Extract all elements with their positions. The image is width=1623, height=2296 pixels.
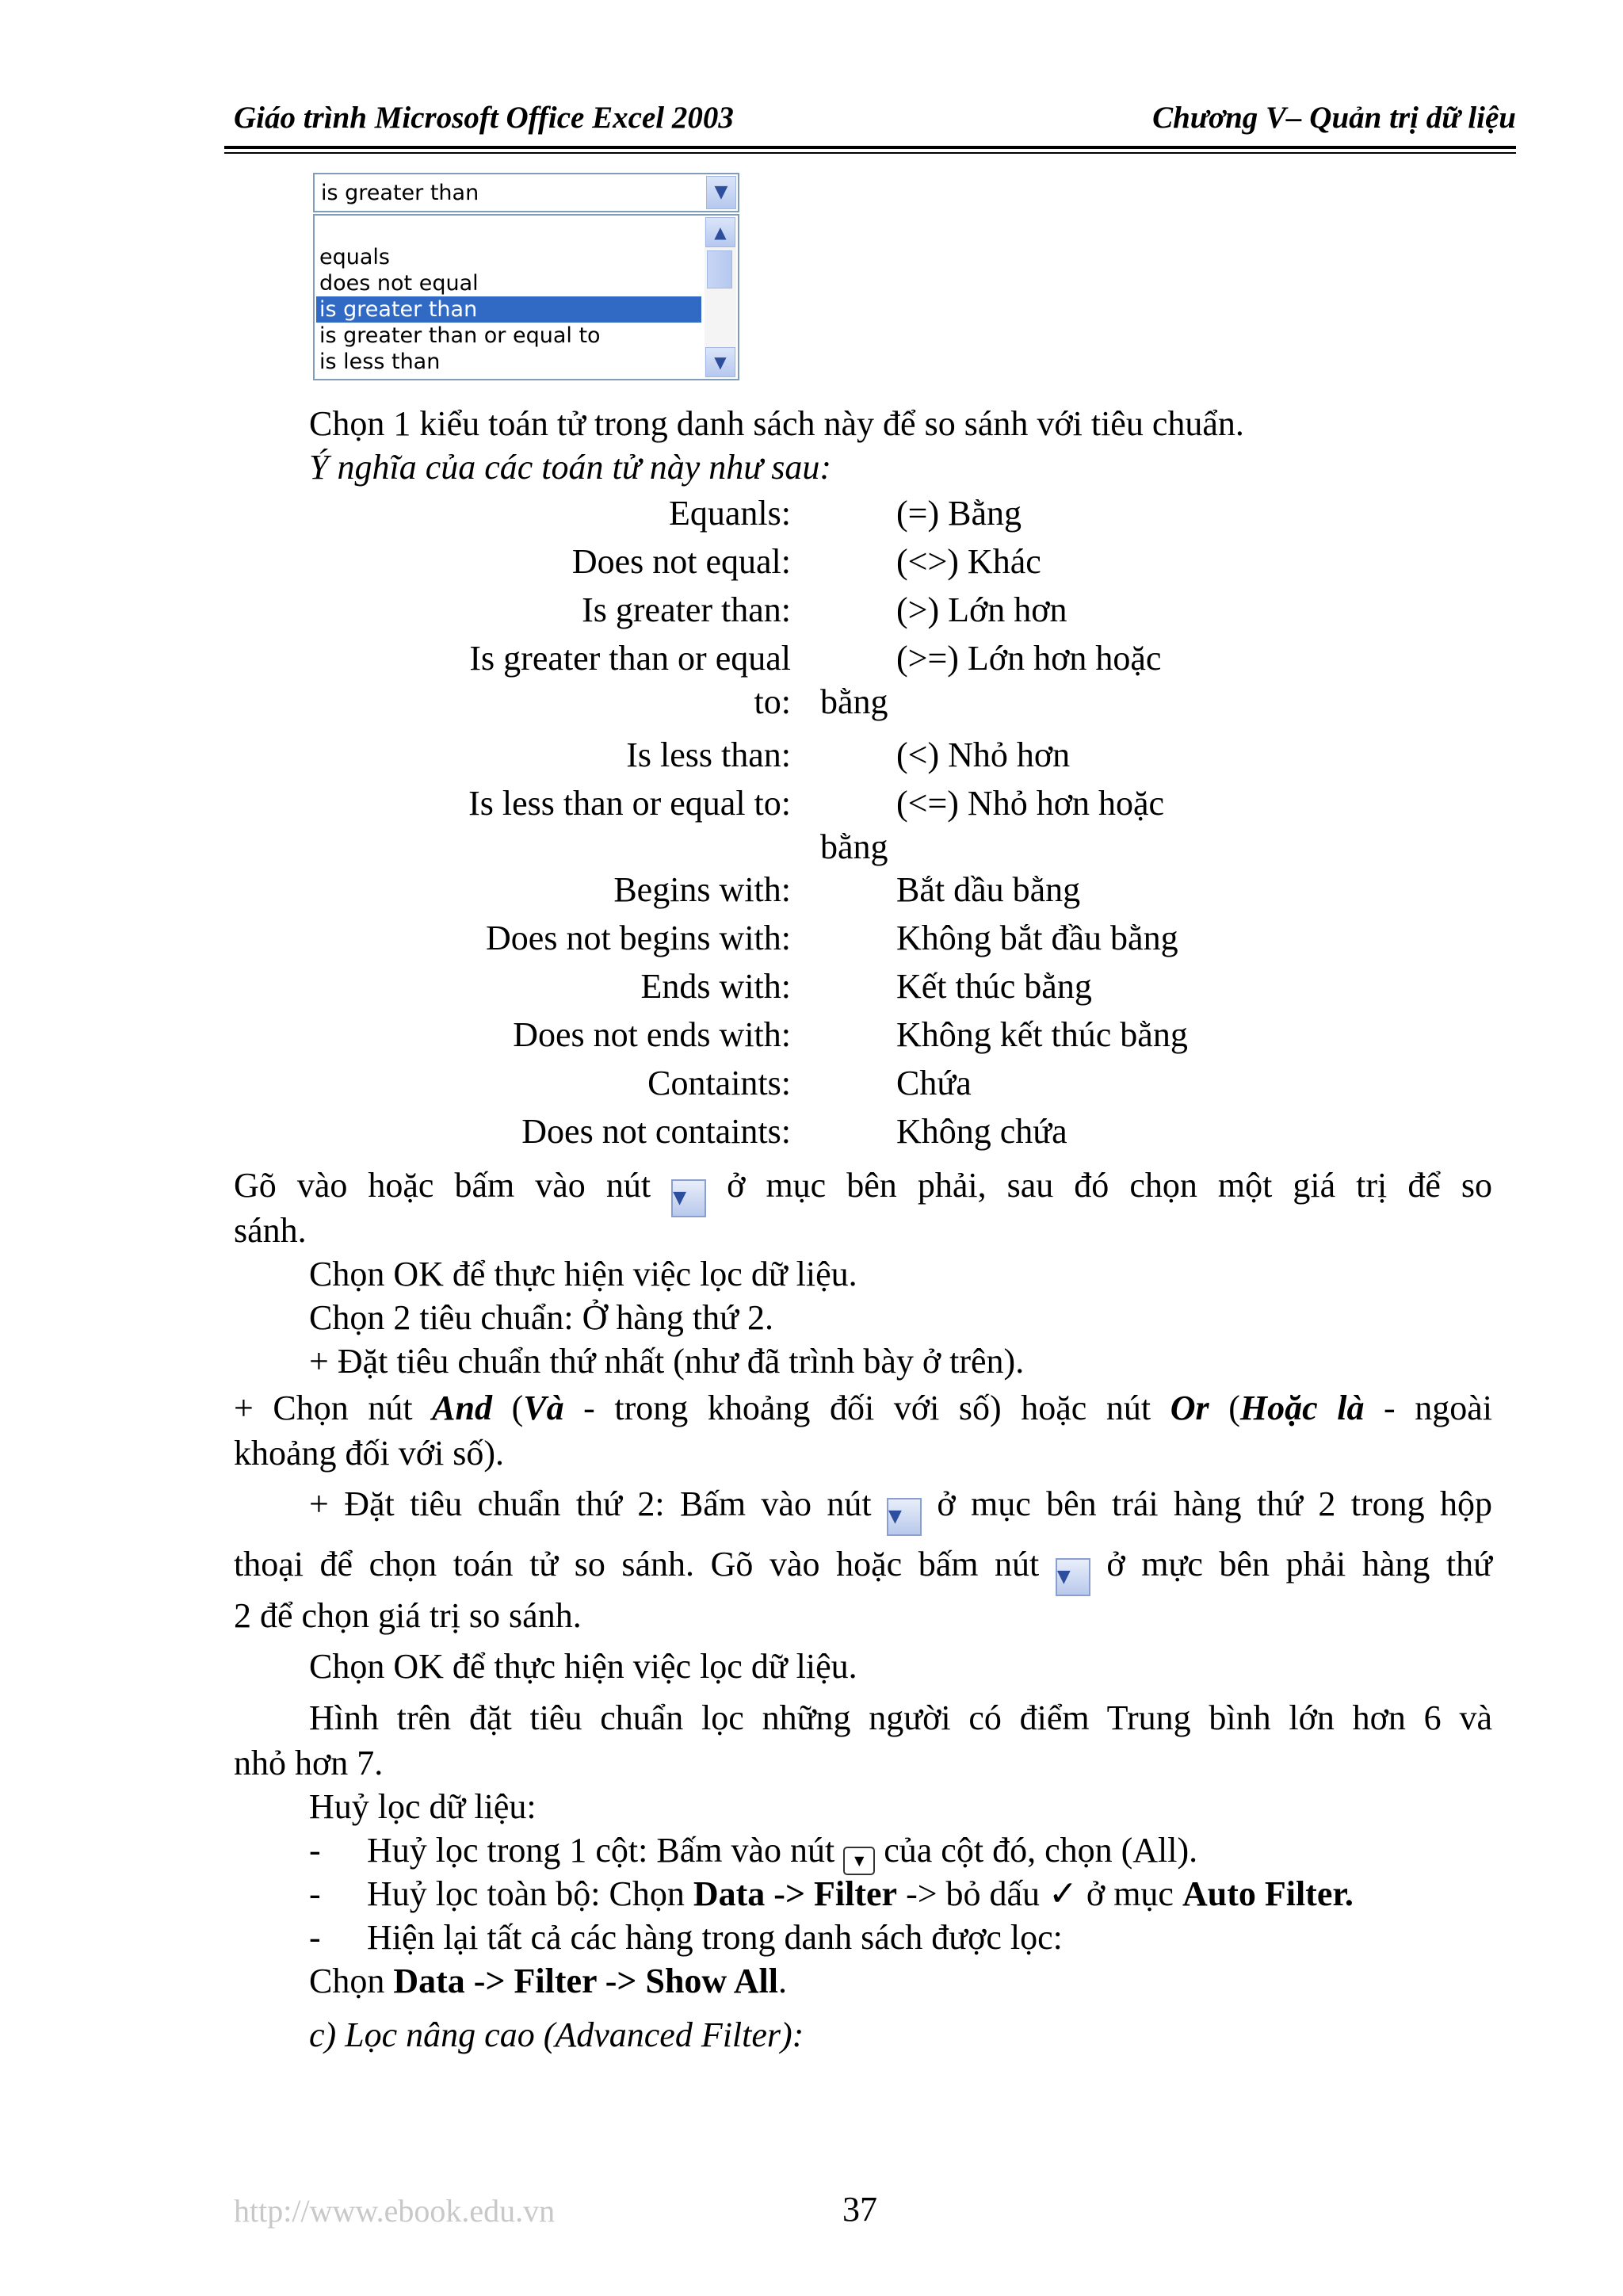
operator-listbox[interactable] (313, 214, 739, 380)
page-number: 37 (842, 2190, 877, 2229)
operator-label: Does not containts: (521, 1112, 791, 1151)
operator-option[interactable]: equals (319, 245, 390, 269)
bullet-item: Huỷ lọc toàn bộ: Chọn Data -> Filter -> bỏ dấu ✓ ở mục Auto Filter. (367, 1874, 1354, 1913)
operator-meaning: Không kết thúc bằng (896, 1015, 1188, 1054)
operator-label: Begins with: (613, 870, 791, 909)
operator-meaning: (<=) Nhỏ hơn hoặc (896, 784, 1165, 823)
operator-label: Is greater than: (582, 590, 791, 629)
scroll-down-icon[interactable]: ▼ (705, 347, 735, 377)
section-heading: c) Lọc nâng cao (Advanced Filter): (309, 2015, 804, 2054)
bullet-dash: - (309, 1874, 321, 1913)
operator-meaning: Chứa (896, 1064, 972, 1102)
paragraph: thoại để chọn toán tử so sánh. Gõ vào hoặc bấm nút ▼ ở mực bên phải hàng thứ (234, 1544, 1492, 1596)
operator-meaning: Kết thúc bằng (896, 967, 1092, 1006)
operator-option[interactable]: is less than (319, 350, 441, 374)
paragraph: Chọn OK để thực hiện việc lọc dữ liệu. (309, 1255, 857, 1293)
paragraph: Hình trên đặt tiêu chuẩn lọc những người có điểm Trung bình lớn hơn 6 và (309, 1698, 1492, 1737)
operator-meaning: (>=) Lớn hơn hoặc (896, 639, 1162, 678)
operator-label-continued: to: (754, 682, 791, 721)
operator-option[interactable]: is greater than or equal to (319, 323, 601, 348)
operator-label: Equanls: (669, 494, 791, 533)
intro-line: Chọn 1 kiểu toán tử trong danh sách này để so sánh với tiêu chuẩn. (309, 404, 1244, 443)
paragraph: Gõ vào hoặc bấm vào nút ▼ ở mục bên phải, sau đó chọn một giá trị để so (234, 1165, 1492, 1217)
operator-meaning: (>) Lớn hơn (896, 590, 1067, 629)
filter-dropdown-icon: ▼ (843, 1847, 875, 1875)
paragraph: + Đặt tiêu chuẩn thứ 2: Bấm vào nút ▼ ở mục bên trái hàng thứ 2 trong hộp (309, 1484, 1492, 1536)
operator-combo[interactable] (313, 173, 739, 212)
header-chapter: Chương V– Quản trị dữ liệu (1152, 101, 1516, 135)
header-rule (224, 146, 1516, 149)
paragraph: + Chọn nút And (Và - trong khoảng đối với số) hoặc nút Or (Hoặc là - ngoài (234, 1389, 1493, 1427)
footer-url: http://www.ebook.edu.vn (234, 2193, 556, 2229)
operator-label: Containts: (647, 1064, 791, 1102)
operator-meaning: Không bắt đầu bằng (896, 919, 1178, 957)
operator-option[interactable]: does not equal (319, 271, 479, 296)
operator-label: Is greater than or equal (469, 639, 791, 678)
operator-meaning: (<>) Khác (896, 542, 1041, 581)
operator-label: Is less than or equal to: (468, 784, 791, 823)
operator-meaning: (=) Bằng (896, 494, 1022, 533)
scroll-thumb[interactable] (707, 250, 732, 288)
operator-combo-value: is greater than (321, 181, 479, 205)
dropdown-button-icon: ▼ (1056, 1558, 1090, 1596)
operator-label: Does not begins with: (486, 919, 791, 957)
operator-label: Does not equal: (571, 542, 791, 581)
operator-meaning: Không chứa (896, 1112, 1067, 1151)
paragraph: khoảng đối với số). (234, 1434, 505, 1473)
operator-meaning-continued: bằng (820, 682, 888, 721)
bullet-dash: - (309, 1831, 321, 1870)
operator-label: Is less than: (626, 735, 791, 774)
paragraph: Chọn 2 tiêu chuẩn: Ở hàng thứ 2. (309, 1298, 773, 1337)
paragraph: + Đặt tiêu chuẩn thứ nhất (như đã trình bày ở trên). (309, 1342, 1025, 1381)
intro-subheading: Ý nghĩa của các toán tử này như sau: (309, 448, 832, 487)
chevron-down-icon[interactable]: ▼ (706, 176, 736, 209)
bullet-item: Huỷ lọc trong 1 cột: Bấm vào nút ▼ của cột đó, chọn (All). (367, 1828, 1197, 1875)
scrollbar[interactable] (705, 217, 736, 377)
dropdown-button-icon: ▼ (887, 1498, 922, 1536)
paragraph: 2 để chọn giá trị so sánh. (234, 1596, 582, 1635)
bullet-item: Hiện lại tất cả các hàng trong danh sách được lọc: (367, 1918, 1063, 1957)
header-title: Giáo trình Microsoft Office Excel 2003 (234, 101, 734, 135)
page-header (234, 94, 1516, 141)
paragraph: Huỷ lọc dữ liệu: (309, 1787, 537, 1826)
operator-label: Ends with: (640, 967, 791, 1006)
operator-meaning-continued: bằng (820, 827, 888, 866)
header-rule-thin (224, 152, 1516, 154)
dropdown-button-icon: ▼ (671, 1179, 706, 1217)
paragraph: nhỏ hơn 7. (234, 1744, 384, 1782)
scroll-up-icon[interactable]: ▲ (705, 217, 735, 247)
paragraph: sánh. (234, 1211, 307, 1250)
operator-label: Does not ends with: (513, 1015, 791, 1054)
bullet-dash: - (309, 1918, 321, 1957)
operator-list (316, 244, 701, 375)
operator-meaning: (<) Nhỏ hơn (896, 735, 1071, 774)
operator-meaning: Bắt dầu bằng (896, 870, 1081, 909)
operator-option[interactable]: is greater than (316, 296, 701, 323)
paragraph: Chọn OK để thực hiện việc lọc dữ liệu. (309, 1647, 857, 1686)
paragraph: Chọn Data -> Filter -> Show All. (309, 1962, 787, 2000)
